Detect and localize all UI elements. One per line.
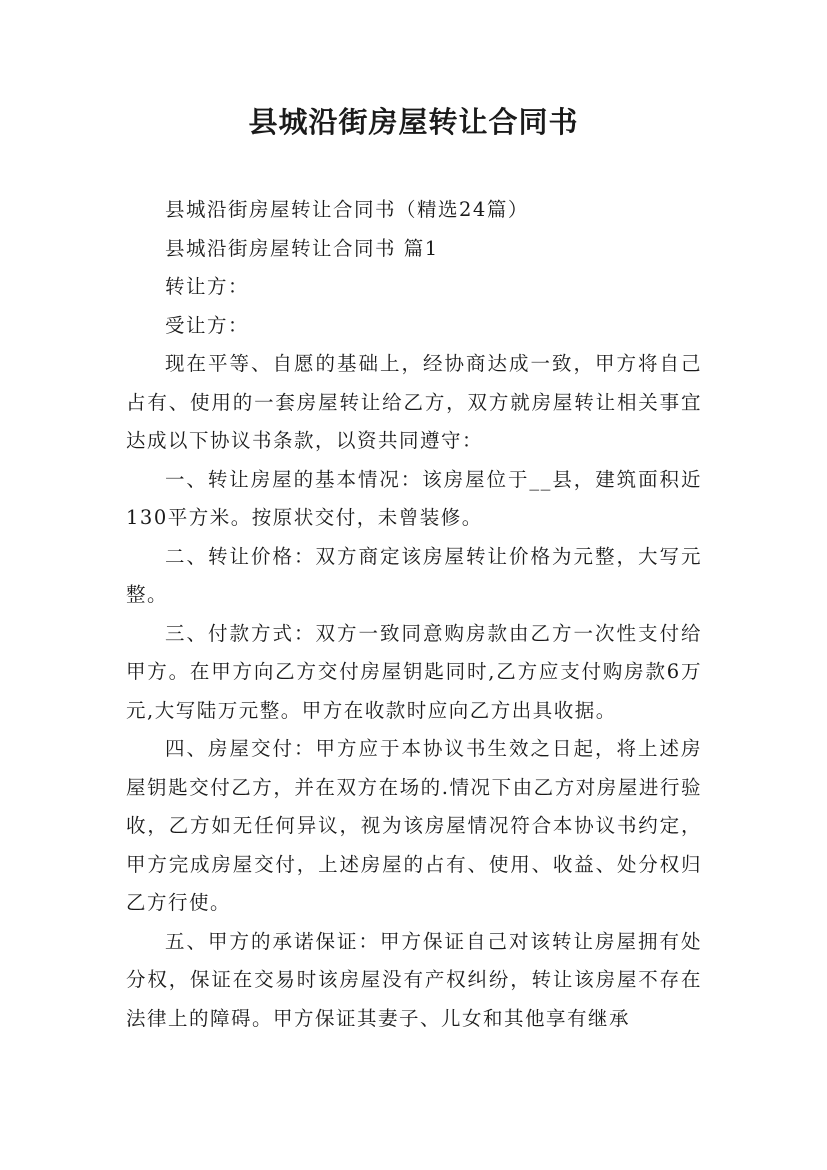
paragraph-clause-3: 三、付款方式：双方一致同意购房款由乙方一次性支付给甲方。在甲方向乙方交付房屋钥匙同时,乙方应支付购房款6万元,大写陆万元整。甲方在收款时应向乙方出具收据。 [126, 621, 702, 722]
paragraph-clause-4: 四、房屋交付：甲方应于本协议书生效之日起，将上述房屋钥匙交付乙方，并在双方在场的.情况下由乙方对房屋进行验收，乙方如无任何异议，视为该房屋情况符合本协议书约定，甲方完成房屋交付，上述房屋的占有、使用、收益、处分权归乙方行使。 [126, 737, 702, 914]
paragraph-transferor: 转让方： [165, 275, 250, 298]
paragraph-subtitle: 县城沿街房屋转让合同书（精选24篇） [165, 198, 529, 221]
paragraph-preamble: 现在平等、自愿的基础上，经协商达成一致，甲方将自己占有、使用的一套房屋转让给乙方，双方就房屋转让相关事宜达成以下协议书条款，以资共同遵守： [126, 352, 702, 452]
paragraph-transferee: 受让方： [165, 313, 250, 337]
paragraph-section-heading: 县城沿街房屋转让合同书 篇1 [165, 236, 439, 260]
document-title: 县城沿街房屋转让合同书 [248, 105, 579, 139]
paragraph-clause-2: 二、转让价格：双方商定该房屋转让价格为元整，大写元整。 [126, 544, 702, 606]
paragraph-clause-1: 一、转让房屋的基本情况：该房屋位于__县，建筑面积近130平方米。按原状交付，未曾装修。 [126, 467, 702, 529]
paragraph-clause-5: 五、甲方的承诺保证：甲方保证自己对该转让房屋拥有处分权，保证在交易时该房屋没有产权纠纷，转让该房屋不存在法律上的障碍。甲方保证其妻子、儿女和其他享有继承 [126, 929, 702, 1030]
document-body [126, 191, 702, 1038]
